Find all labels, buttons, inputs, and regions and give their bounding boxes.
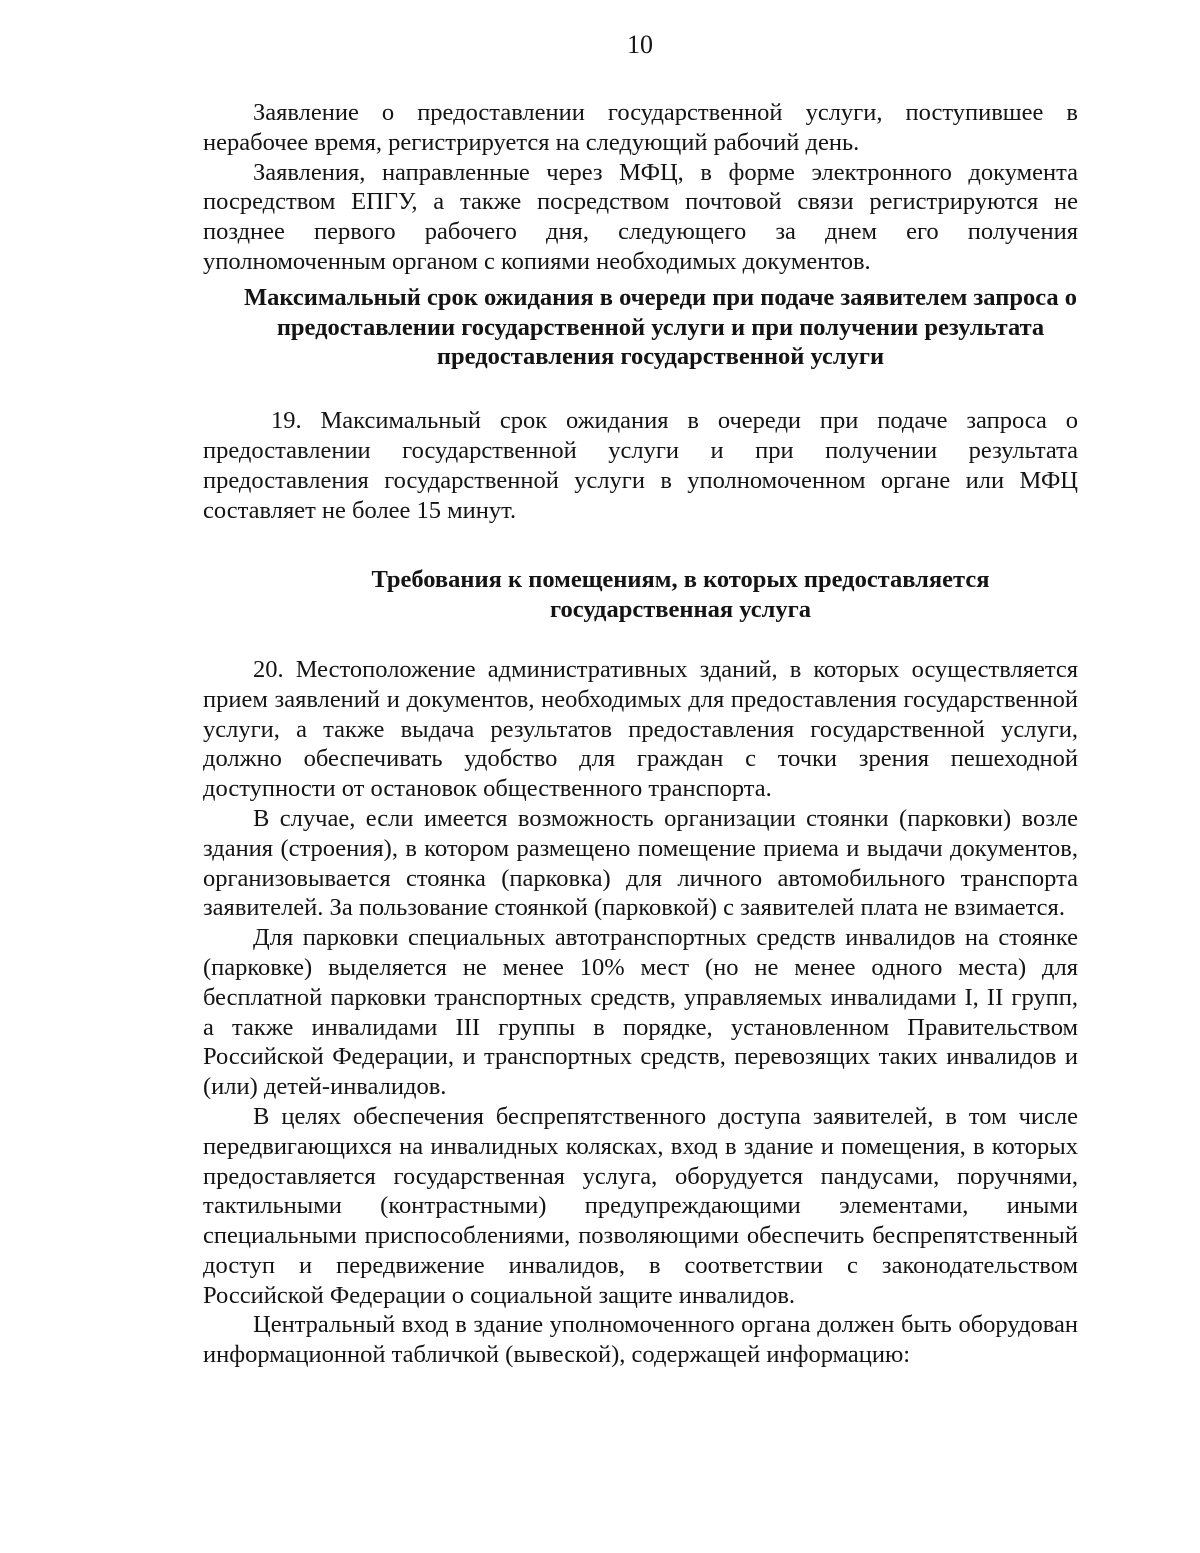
paragraph-registration-mfc: Заявления, направленные через МФЦ, в форме электронного документа посредством ЕПГУ, а также посредством почтовой связи регистрируются не позднее первого рабочего дня, следующего за днем его получения уполномоченным органом с копиями необходимых документов. xyxy=(203,158,1078,275)
paragraph-accessibility: В целях обеспечения беспрепятственного доступа заявителей, в том числе передвигающихся на инвалидных колясках, вход в здание и помещения, в которых предоставляется государственная услуга, оборудуется пандусами, поручнями, тактильными (контрастными) предупреждающими элементами, иными специальными приспособлениями, позволяющими обеспечить беспрепятственный доступ и передвижение инвалидов, в соответствии с законодательством Российской Федерации о социальной защите инвалидов. xyxy=(203,1102,1078,1309)
paragraph-entrance-sign: Центральный вход в здание уполномоченного органа должен быть оборудован информационной табличкой (вывеской), содержащей информацию: xyxy=(203,1311,1078,1369)
paragraph-registration-nonworking: Заявление о предоставлении государственной услуги, поступившее в нерабочее время, регистрируется на следующий рабочий день. xyxy=(203,99,1078,156)
section-heading-premises: Требования к помещениям, в которых предоставляется государственная услуга xyxy=(371,566,990,624)
paragraph-20-location: 20. Местоположение административных зданий, в которых осуществляется прием заявлений и документов, необходимых для предоставления государственной услуги, а также выдача результатов предоставления государственной услуги, должно обеспечивать удобство для граждан с точки зрения пешеходной доступности от остановок общественного транспорта. xyxy=(203,655,1078,803)
paragraph-19: 19. Максимальный срок ожидания в очереди при подаче запроса о предоставлении государственной услуги и при получении результата предоставления государственной услуги в уполномоченном органе или МФЦ составляет не более 15 минут. xyxy=(203,407,1078,524)
section-heading-queue-time: Максимальный срок ожидания в очереди при подаче заявителем запроса о предоставлении государственной услуги и при получении результата предоставления государственной услуги xyxy=(243,283,1077,371)
paragraph-disabled-parking: Для парковки специальных автотранспортных средств инвалидов на стоянке (парковке) выделяется не менее 10% мест (но не менее одного места) для бесплатной парковки транспортных средств, управляемых инвалидами I, II групп, а также инвалидами III группы в порядке, установленном Правительством Российской Федерации, и транспортных средств, перевозящих таких инвалидов и (или) детей-инвалидов. xyxy=(203,924,1078,1101)
document-body xyxy=(203,98,1078,1370)
paragraph-parking: В случае, если имеется возможность организации стоянки (парковки) возле здания (строения), в котором размещено помещение приема и выдачи документов, организовывается стоянка (парковка) для личного автомобильного транспорта заявителей. За пользование стоянкой (парковкой) с заявителей плата не взимается. xyxy=(203,804,1078,922)
page-number: 10 xyxy=(627,30,653,59)
